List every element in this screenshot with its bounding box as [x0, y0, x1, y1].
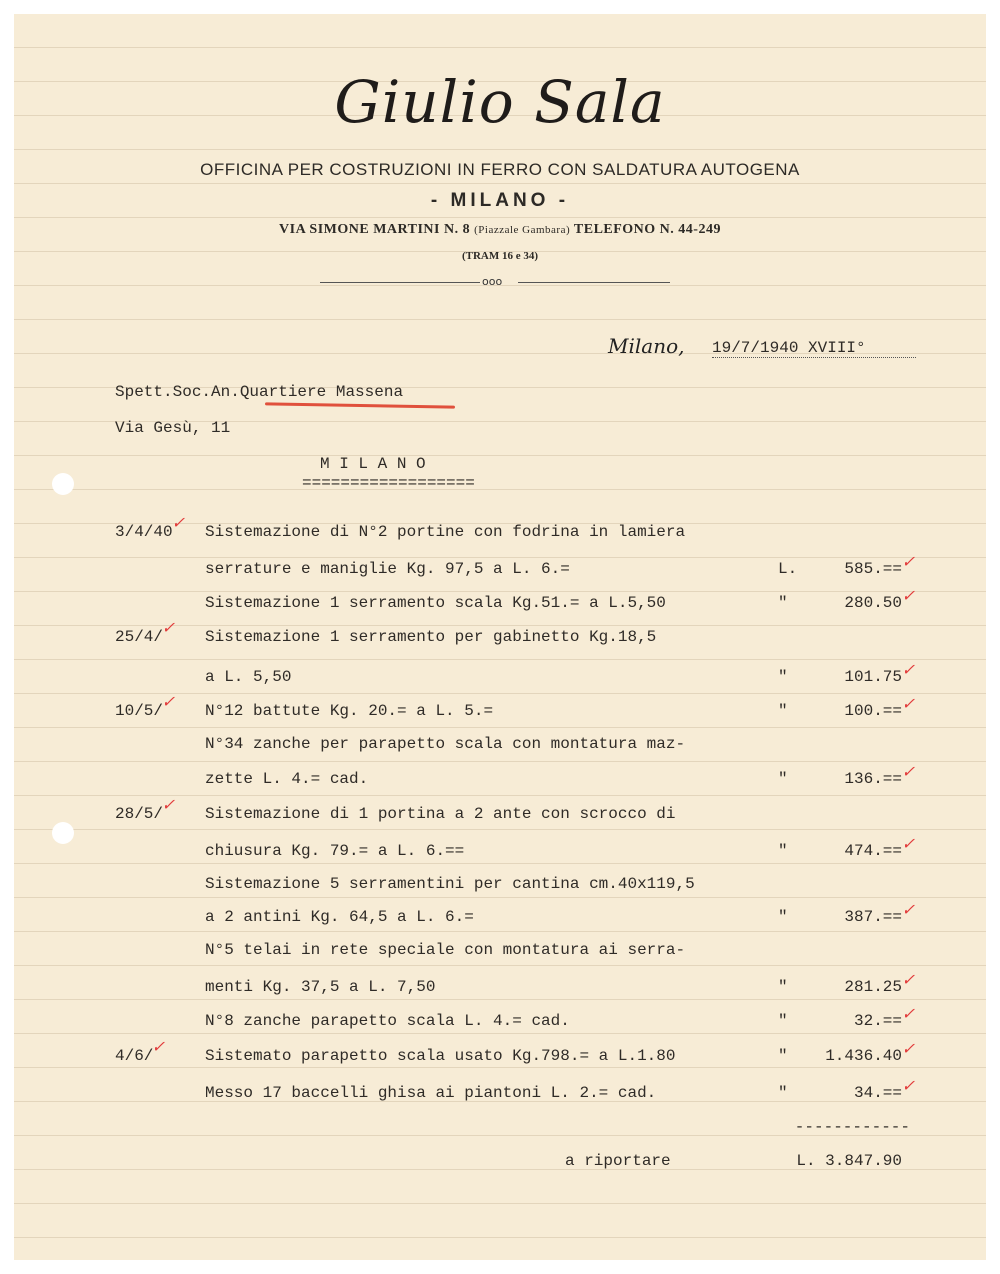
check-mark-icon: ✓ — [160, 692, 179, 711]
check-mark-icon: ✓ — [900, 660, 919, 679]
total-label: a riportare — [565, 1152, 671, 1170]
entry-description: a 2 antini Kg. 64,5 a L. 6.= — [205, 908, 474, 926]
entry-amount: 281.25 — [844, 978, 902, 996]
entry-currency: " — [778, 1084, 788, 1102]
entry-description: N°34 zanche per parapetto scala con montatura maz- — [205, 735, 686, 753]
entry-description: Sistemazione 1 serramento per gabinetto Kg.18,5 — [205, 628, 657, 646]
letter-date: 19/7/1940 XVIII° — [712, 339, 916, 358]
check-mark-icon: ✓ — [900, 834, 919, 853]
check-mark-icon: ✓ — [150, 1037, 170, 1056]
entry-description: zette L. 4.= cad. — [205, 770, 369, 788]
check-mark-icon: ✓ — [900, 1039, 919, 1058]
entry-currency: " — [778, 978, 788, 996]
check-mark-icon: ✓ — [900, 900, 919, 919]
ornament-rule — [320, 282, 480, 283]
check-mark-icon: ✓ — [160, 795, 179, 814]
check-mark-icon: ✓ — [170, 513, 189, 532]
entry-amount: 280.50 — [844, 594, 902, 612]
entry-currency: " — [778, 1012, 788, 1030]
entry-description: Sistemato parapetto scala usato Kg.798.= a L.1.80 — [205, 1047, 676, 1065]
entry-amount: 1.436.40 — [825, 1047, 902, 1065]
entry-currency: " — [778, 908, 788, 926]
entry-amount: 101.75 — [844, 668, 902, 686]
entry-amount: 474.== — [844, 842, 902, 860]
entry-date: 10/5/ — [115, 702, 164, 720]
total-amount: L. 3.847.90 — [796, 1152, 902, 1170]
check-mark-icon: ✓ — [900, 1076, 919, 1095]
entry-description: a L. 5,50 — [205, 668, 292, 686]
address-note: (Piazzale Gambara) — [474, 224, 571, 236]
date-place: Milano, — [608, 334, 685, 358]
company-address — [0, 222, 1000, 238]
entry-amount: 136.== — [844, 770, 902, 788]
entry-currency: " — [778, 668, 788, 686]
ornament: ooo — [482, 275, 503, 288]
entry-description: Sistemazione 1 serramento scala Kg.51.= a L.5,50 — [205, 594, 666, 612]
entry-currency: " — [778, 594, 788, 612]
entry-description: chiusura Kg. 79.= a L. 6.== — [205, 842, 465, 860]
entry-description: Sistemazione di 1 portina a 2 ante con scrocco di — [205, 805, 676, 823]
entry-currency: " — [778, 702, 788, 720]
entry-amount: 387.== — [844, 908, 902, 926]
recipient-address: Via Gesù, 11 — [115, 419, 231, 437]
company-logo-signature: Giulio Sala — [334, 68, 666, 136]
recipient-name: Spett.Soc.An.Quartiere Massena — [115, 383, 404, 401]
entry-date: 3/4/40 — [115, 523, 173, 541]
entry-date: 28/5/ — [115, 805, 164, 823]
entry-amount: 32.== — [853, 1012, 902, 1030]
check-mark-icon: ✓ — [900, 1004, 919, 1023]
company-trade: OFFICINA PER COSTRUZIONI IN FERRO CON SALDATURA AUTOGENA — [200, 160, 800, 179]
check-mark-icon: ✓ — [160, 618, 179, 637]
company-phone: TELEFONO N. 44-249 — [573, 222, 721, 237]
entry-description: N°5 telai in rete speciale con montatura ai serra- — [205, 941, 686, 959]
punch-hole — [52, 822, 74, 844]
entry-description: Sistemazione 5 serramentini per cantina cm.40x119,5 — [205, 875, 695, 893]
address-street: VIA SIMONE MARTINI N. 8 — [279, 222, 471, 237]
check-mark-icon: ✓ — [900, 552, 919, 571]
entry-currency: " — [778, 1047, 788, 1065]
total-rule: ------------ — [794, 1118, 910, 1136]
city-underline: ================== — [302, 474, 475, 492]
entry-currency: " — [778, 770, 788, 788]
entry-description: Messo 17 baccelli ghisa ai piantoni L. 2.= cad. — [205, 1084, 657, 1102]
entry-date: 25/4/ — [115, 628, 164, 646]
check-mark-icon: ✓ — [900, 970, 919, 989]
entry-date: 4/6/ — [115, 1047, 154, 1065]
company-city: - MILANO - — [430, 190, 570, 211]
entry-description: serrature e maniglie Kg. 97,5 a L. 6.= — [205, 560, 570, 578]
entry-description: menti Kg. 37,5 a L. 7,50 — [205, 978, 436, 996]
entry-amount: 34.== — [853, 1084, 902, 1102]
entry-description: N°8 zanche parapetto scala L. 4.= cad. — [205, 1012, 570, 1030]
punch-hole — [52, 473, 74, 495]
entry-amount: 100.== — [844, 702, 902, 720]
tram-info: (TRAM 16 e 34) — [461, 250, 539, 262]
check-mark-icon: ✓ — [900, 586, 919, 605]
check-mark-icon: ✓ — [900, 694, 919, 713]
entry-amount: 585.== — [844, 560, 902, 578]
entry-description: Sistemazione di N°2 portine con fodrina in lamiera — [205, 523, 686, 541]
ornament-rule — [518, 282, 670, 283]
recipient-city: M I L A N O — [320, 455, 426, 473]
entry-currency: " — [778, 842, 788, 860]
entry-description: N°12 battute Kg. 20.= a L. 5.= — [205, 702, 494, 720]
entry-currency: L. — [778, 560, 798, 578]
check-mark-icon: ✓ — [900, 762, 919, 781]
